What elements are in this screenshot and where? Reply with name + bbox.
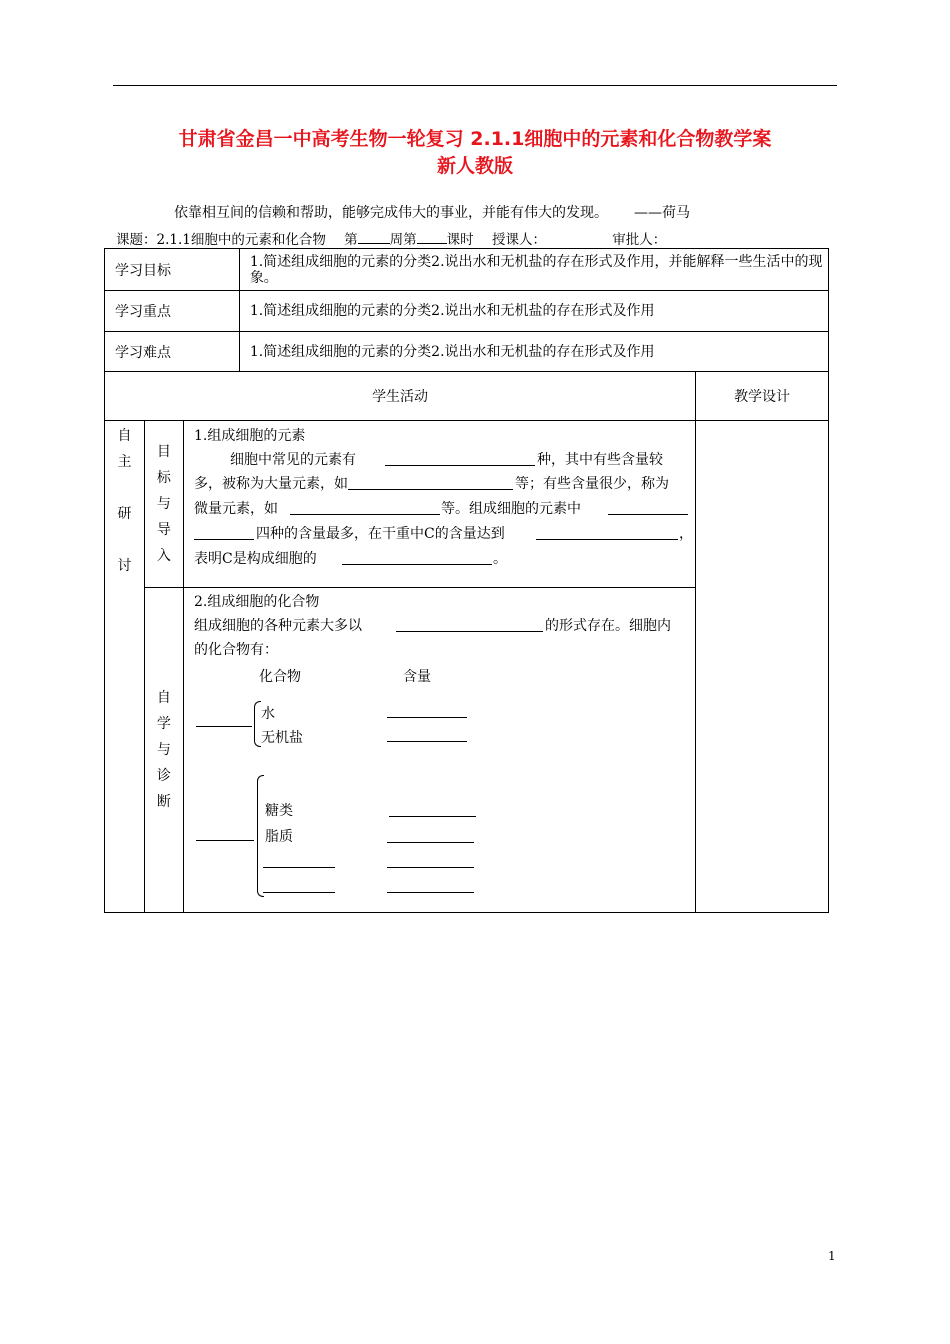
section1-line: 。 (493, 551, 507, 567)
fill-blank (194, 539, 254, 540)
section1-line: ， (679, 526, 693, 542)
fill-blank (196, 840, 254, 841)
row-label: 学习重点 (105, 291, 240, 332)
section2-line: 的化合物有： (194, 642, 278, 658)
fill-blank (536, 539, 678, 540)
section2-line: 的形式存在。细胞内 (545, 618, 671, 634)
lesson-plan-table (104, 248, 829, 913)
compound-water: 水 (261, 706, 275, 722)
section1-line: 等；有些含量很少，称为 (515, 476, 669, 492)
week-label: 第 (344, 232, 358, 248)
fill-blank (263, 867, 335, 868)
compound-salt: 无机盐 (261, 730, 303, 746)
header-rule (113, 85, 837, 86)
section1-line: 微量元素，如 (194, 501, 278, 517)
lesson-header (116, 228, 666, 248)
goal-intro-label: 目 标 与 导 入 (144, 421, 183, 588)
teaching-design-header: 教学设计 (696, 372, 829, 421)
fill-blank (389, 816, 476, 817)
fill-blank (387, 717, 467, 718)
table-row (105, 291, 829, 332)
compound-lipid: 脂质 (265, 829, 293, 845)
teaching-design-cell (696, 421, 829, 913)
fill-blank (396, 631, 543, 632)
section1-heading: 1.组成细胞的元素 (194, 428, 306, 444)
fill-blank (263, 892, 335, 893)
fill-blank (387, 741, 467, 742)
fill-blank (385, 465, 535, 466)
section2-heading: 2.组成细胞的化合物 (194, 594, 320, 610)
activity-header-row (105, 372, 829, 421)
student-activity-header: 学生活动 (105, 372, 696, 421)
motto (174, 202, 690, 222)
document-subtitle: 新人教版 (436, 155, 513, 177)
row-label: 学习目标 (105, 249, 240, 291)
fill-blank (290, 514, 440, 515)
fill-blank (342, 564, 492, 565)
section1-line: 四种的含量最多，在干重中C的含量达到 (256, 526, 505, 542)
group-brace (257, 775, 264, 897)
document-title: 甘肃省金昌一中高考生物一轮复习 2.1.1细胞中的元素和化合物教学案 (178, 128, 772, 150)
fill-blank (387, 842, 474, 843)
row-content: 1.简述组成细胞的元素的分类2.说出水和无机盐的存在形式及作用 (239, 332, 828, 372)
fill-blank (608, 514, 688, 515)
self-study-label: 自 主 研 讨 (105, 421, 145, 913)
section1-line: 细胞中常见的元素有 (230, 452, 356, 468)
row-label: 学习难点 (105, 332, 240, 372)
fill-blank (196, 726, 252, 727)
lesson-blank (417, 229, 447, 244)
teacher-label: 授课人： (491, 232, 546, 248)
section1-line: 表明C是构成细胞的 (194, 551, 317, 567)
section1-line: 等。组成细胞的元素中 (441, 501, 581, 517)
group-brace (254, 701, 261, 747)
table-row (105, 332, 829, 372)
motto-text: 依靠相互间的信赖和帮助，能够完成伟大的事业，并能有伟大的发现。 (174, 205, 608, 221)
compound-column-header: 化合物 (259, 669, 301, 685)
motto-author: ——荷马 (634, 205, 690, 221)
row-content: 1.简述组成细胞的元素的分类2.说出水和无机盐的存在形式及作用，并能解释一些生活中的现象。 (239, 249, 828, 291)
course-label: 课题：2.1.1细胞中的元素和化合物 (116, 232, 326, 248)
self-diagnosis-label: 自 学 与 诊 断 (144, 588, 183, 913)
row-content: 1.简述组成细胞的元素的分类2.说出水和无机盐的存在形式及作用 (239, 291, 828, 332)
week-blank (358, 229, 390, 244)
approver-label: 审批人： (612, 232, 667, 248)
fill-blank (387, 892, 474, 893)
section1-line: 多，被称为大量元素，如 (194, 476, 348, 492)
section2-line: 组成细胞的各种元素大多以 (194, 618, 362, 634)
table-row (105, 249, 829, 291)
section1-line: 种，其中有些含量较 (537, 452, 663, 468)
period-label: 课时 (446, 232, 474, 248)
compound-sugar: 糖类 (265, 803, 293, 819)
content-column-header: 含量 (403, 669, 431, 685)
lesson-label: 周第 (389, 232, 417, 248)
fill-blank (348, 489, 513, 490)
page-number: 1 (828, 1249, 836, 1263)
fill-blank (387, 867, 474, 868)
